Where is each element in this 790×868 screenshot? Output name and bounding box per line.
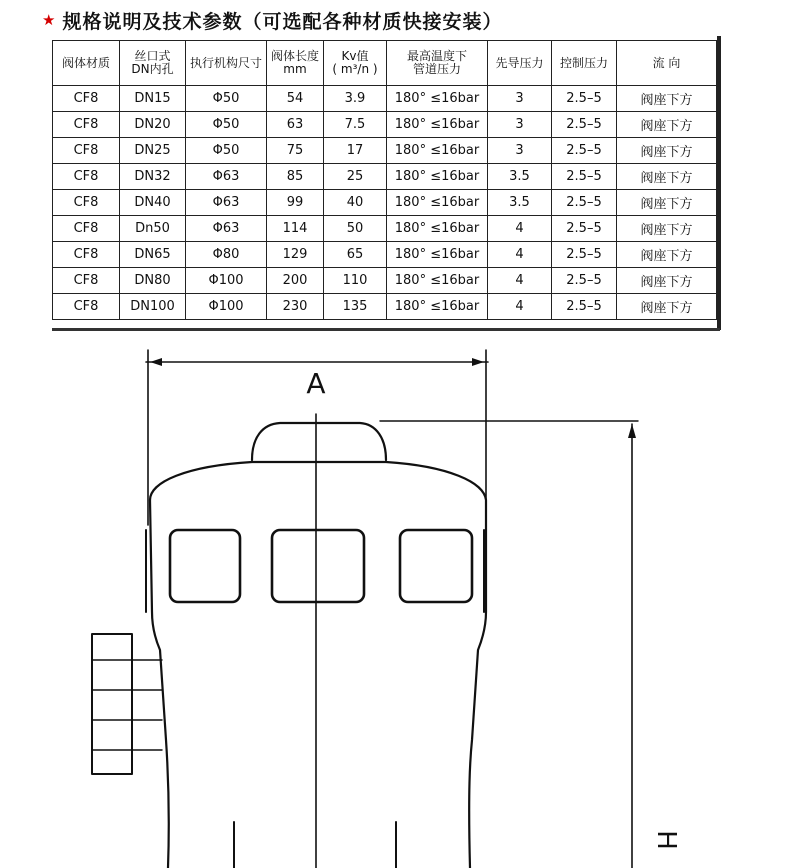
- table-cell: 阀座下方: [617, 268, 717, 294]
- header-line-1: 先导压力: [495, 55, 544, 70]
- table-cell: 3: [488, 86, 552, 112]
- table-cell: 阀座下方: [617, 164, 717, 190]
- table-header-cell: [186, 41, 267, 86]
- header-line-1: 流 向: [652, 55, 681, 70]
- header-line-1: 控制压力: [559, 55, 608, 70]
- table-header-cell: [120, 41, 186, 86]
- table-cell: Φ50: [186, 138, 267, 164]
- section-title: [42, 6, 502, 34]
- table-cell: 129: [267, 242, 324, 268]
- dimension-a-label: A: [306, 367, 326, 400]
- table-cell: 2.5–5: [552, 268, 617, 294]
- table-cell: 2.5–5: [552, 294, 617, 320]
- table-cell: 3: [488, 112, 552, 138]
- header-line-1: 阀体材质: [61, 55, 110, 70]
- actuator-body-left: [150, 500, 169, 868]
- header-line-1: 阀体长度: [270, 49, 319, 63]
- table-cell: 阀座下方: [617, 86, 717, 112]
- star-icon: ★: [42, 11, 57, 29]
- table-row: [53, 138, 717, 164]
- actuator-cap: [252, 423, 386, 460]
- table-cell: 阀座下方: [617, 138, 717, 164]
- table-cell: Φ63: [186, 216, 267, 242]
- body-window-left: [170, 530, 240, 602]
- table-row: [53, 242, 717, 268]
- table-shadow-bottom: [52, 328, 720, 331]
- section-title-text: 规格说明及技术参数（可选配各种材质快接安装）: [62, 10, 503, 33]
- table-cell: Φ100: [186, 268, 267, 294]
- table-cell: CF8: [53, 164, 120, 190]
- table-cell: DN25: [120, 138, 186, 164]
- table-header-cell: [552, 41, 617, 86]
- table-row: [53, 86, 717, 112]
- table-header-cell: [488, 41, 552, 86]
- table-cell: 17: [324, 138, 387, 164]
- body-window-right: [400, 530, 472, 602]
- table-row: [53, 112, 717, 138]
- table-cell: 2.5–5: [552, 138, 617, 164]
- table-cell: 40: [324, 190, 387, 216]
- header-line-2: 管道压力: [412, 62, 461, 76]
- table-cell: CF8: [53, 190, 120, 216]
- table-cell: 65: [324, 242, 387, 268]
- table-shadow-right: [717, 36, 721, 330]
- table-cell: 阀座下方: [617, 242, 717, 268]
- table-cell: 4: [488, 216, 552, 242]
- table-cell: 2.5–5: [552, 242, 617, 268]
- table-cell: Φ80: [186, 242, 267, 268]
- table-cell: 180° ≤16bar: [387, 268, 488, 294]
- header-line-2: DN内孔: [131, 62, 174, 76]
- table-cell: DN100: [120, 294, 186, 320]
- table-cell: 180° ≤16bar: [387, 216, 488, 242]
- dimension-a-arrow-left: [150, 358, 162, 366]
- table-cell: DN15: [120, 86, 186, 112]
- table-cell: 7.5: [324, 112, 387, 138]
- table-cell: Φ63: [186, 190, 267, 216]
- table-cell: Φ50: [186, 112, 267, 138]
- table-cell: CF8: [53, 112, 120, 138]
- table-cell: 63: [267, 112, 324, 138]
- table-header-cell: [324, 41, 387, 86]
- table-header-cell: [53, 41, 120, 86]
- table-cell: 4: [488, 268, 552, 294]
- dimension-h-label: H: [651, 830, 681, 850]
- dimension-h-arrow-top: [628, 424, 636, 438]
- header-line-1: Kv值: [341, 49, 369, 63]
- table-cell: 25: [324, 164, 387, 190]
- table-cell: 阀座下方: [617, 294, 717, 320]
- header-line-1: 最高温度下: [406, 49, 467, 63]
- table-cell: 114: [267, 216, 324, 242]
- table-header-cell: [387, 41, 488, 86]
- header-line-1: 丝口式: [134, 49, 171, 63]
- table-cell: 3.9: [324, 86, 387, 112]
- table-row: [53, 164, 717, 190]
- table-cell: 200: [267, 268, 324, 294]
- table-cell: 3.5: [488, 190, 552, 216]
- table-cell: 180° ≤16bar: [387, 294, 488, 320]
- table-cell: 135: [324, 294, 387, 320]
- header-line-2: ( m³/n ): [332, 62, 378, 76]
- spec-table: [52, 40, 717, 320]
- table-cell: 180° ≤16bar: [387, 86, 488, 112]
- table-header-cell: [267, 41, 324, 86]
- table-cell: 99: [267, 190, 324, 216]
- table-cell: 230: [267, 294, 324, 320]
- table-cell: 2.5–5: [552, 112, 617, 138]
- header-line-2: mm: [283, 62, 307, 76]
- table-cell: 3.5: [488, 164, 552, 190]
- table-cell: 180° ≤16bar: [387, 164, 488, 190]
- table-cell: 180° ≤16bar: [387, 112, 488, 138]
- table-cell: DN65: [120, 242, 186, 268]
- table-row: [53, 216, 717, 242]
- table-cell: 阀座下方: [617, 216, 717, 242]
- actuator-body: [150, 462, 486, 868]
- table-cell: Φ63: [186, 164, 267, 190]
- table-cell: 3: [488, 138, 552, 164]
- table-cell: 50: [324, 216, 387, 242]
- table-cell: CF8: [53, 216, 120, 242]
- table-cell: 110: [324, 268, 387, 294]
- side-connector: [92, 634, 132, 774]
- table-cell: 85: [267, 164, 324, 190]
- table-header-cell: [617, 41, 717, 86]
- table-cell: DN80: [120, 268, 186, 294]
- table-row: [53, 190, 717, 216]
- dimension-a-arrow-right: [472, 358, 484, 366]
- table-cell: 2.5–5: [552, 216, 617, 242]
- table-cell: DN20: [120, 112, 186, 138]
- table-cell: 75: [267, 138, 324, 164]
- table-cell: 2.5–5: [552, 190, 617, 216]
- table-cell: 阀座下方: [617, 190, 717, 216]
- table-cell: Φ100: [186, 294, 267, 320]
- table-row: [53, 294, 717, 320]
- table-cell: 4: [488, 242, 552, 268]
- table-header-row: [53, 41, 717, 86]
- header-line-1: 执行机构尺寸: [189, 55, 262, 70]
- table-cell: 2.5–5: [552, 86, 617, 112]
- table-cell: CF8: [53, 294, 120, 320]
- table-cell: 54: [267, 86, 324, 112]
- table-body: [53, 86, 717, 320]
- table-cell: Dn50: [120, 216, 186, 242]
- table-cell: 180° ≤16bar: [387, 242, 488, 268]
- table-cell: CF8: [53, 138, 120, 164]
- table-cell: 阀座下方: [617, 112, 717, 138]
- table-cell: 2.5–5: [552, 164, 617, 190]
- table-cell: CF8: [53, 268, 120, 294]
- table-cell: 4: [488, 294, 552, 320]
- table-cell: CF8: [53, 242, 120, 268]
- body-window-center: [272, 530, 364, 602]
- table-cell: 180° ≤16bar: [387, 138, 488, 164]
- table-cell: 180° ≤16bar: [387, 190, 488, 216]
- table-cell: DN40: [120, 190, 186, 216]
- table-cell: CF8: [53, 86, 120, 112]
- table-row: [53, 268, 717, 294]
- valve-dimension-drawing: [0, 340, 790, 868]
- table-cell: DN32: [120, 164, 186, 190]
- table-cell: Φ50: [186, 86, 267, 112]
